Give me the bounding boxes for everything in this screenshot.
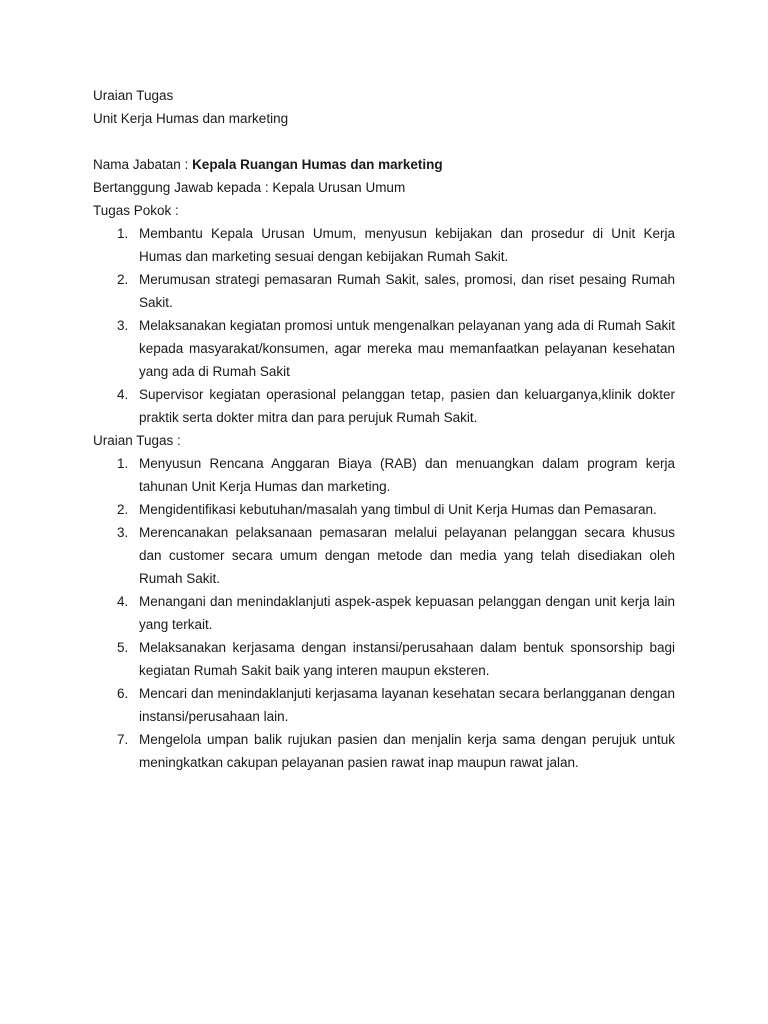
document-subtitle: Unit Kerja Humas dan marketing	[93, 111, 289, 126]
blank-line	[93, 130, 675, 153]
list-item	[93, 590, 675, 636]
main-duties-list	[93, 222, 675, 429]
list-item-text: Melaksanakan kerjasama dengan instansi/perusahaan dalam bentuk sponsorship bagi kegiatan Rumah Sakit baik yang interen maupun eksteren.	[139, 640, 675, 678]
list-item-number: 1.	[117, 456, 129, 471]
job-title-line	[93, 153, 675, 176]
responsible-to-line: Bertanggung Jawab kepada : Kepala Urusan Umum	[93, 180, 406, 195]
list-item	[93, 521, 675, 590]
list-item-text: Melaksanakan kegiatan promosi untuk mengenalkan pelayanan yang ada di Rumah Sakit kepada masyarakat/konsumen, agar mereka mau memanfaatkan pelayanan kesehatan yang ada di Rumah Sakit	[139, 318, 675, 379]
main-duties-heading: Tugas Pokok :	[93, 203, 179, 218]
list-item-number: 2.	[117, 272, 129, 287]
list-item-text: Menangani dan menindaklanjuti aspek-aspek kepuasan pelanggan dengan unit kerja lain yang terkait.	[139, 594, 675, 632]
list-item	[93, 222, 675, 268]
list-item-text: Mengidentifikasi kebutuhan/masalah yang timbul di Unit Kerja Humas dan Pemasaran.	[139, 502, 657, 517]
list-item-text: Mencari dan menindaklanjuti kerjasama layanan kesehatan secara berlangganan dengan instansi/perusahaan lain.	[139, 686, 675, 724]
list-item	[93, 498, 675, 521]
list-item	[93, 268, 675, 314]
list-item-number: 6.	[117, 686, 129, 701]
list-item-text: Merencanakan pelaksanaan pemasaran melalui pelayanan pelanggan secara khusus dan customer secara umum dengan metode dan media yang telah disediakan oleh Rumah Sakit.	[139, 525, 675, 586]
list-item-text: Menyusun Rencana Anggaran Biaya (RAB) dan menuangkan dalam program kerja tahunan Unit Kerja Humas dan marketing.	[139, 456, 675, 494]
list-item-number: 1.	[117, 226, 129, 241]
list-item	[93, 314, 675, 383]
list-item	[93, 728, 675, 774]
list-item-number: 2.	[117, 502, 129, 517]
job-description-list	[93, 452, 675, 774]
list-item	[93, 682, 675, 728]
job-title-label: Nama Jabatan :	[93, 157, 193, 172]
list-item-number: 5.	[117, 640, 129, 655]
list-item-number: 3.	[117, 318, 129, 333]
list-item-text: Supervisor kegiatan operasional pelanggan tetap, pasien dan keluarganya,klinik dokter praktik serta dokter mitra dan para perujuk Rumah Sakit.	[139, 387, 675, 425]
list-item-number: 4.	[117, 387, 129, 402]
list-item	[93, 383, 675, 429]
list-item-text: Merumusan strategi pemasaran Rumah Sakit, sales, promosi, dan riset pesaing Rumah Sakit.	[139, 272, 675, 310]
list-item-number: 7.	[117, 732, 129, 747]
list-item-text: Mengelola umpan balik rujukan pasien dan menjalin kerja sama dengan perujuk untuk meningkatkan cakupan pelayanan pasien rawat inap maupun rawat jalan.	[139, 732, 675, 770]
job-title-value: Kepala Ruangan Humas dan marketing	[192, 157, 443, 172]
list-item	[93, 636, 675, 682]
list-item-text: Membantu Kepala Urusan Umum, menyusun kebijakan dan prosedur di Unit Kerja Humas dan marketing sesuai dengan kebijakan Rumah Sakit.	[139, 226, 675, 264]
list-item-number: 3.	[117, 525, 129, 540]
document-title: Uraian Tugas	[93, 88, 174, 103]
list-item-number: 4.	[117, 594, 129, 609]
job-description-heading: Uraian Tugas :	[93, 433, 181, 448]
list-item	[93, 452, 675, 498]
document-page	[93, 84, 675, 774]
